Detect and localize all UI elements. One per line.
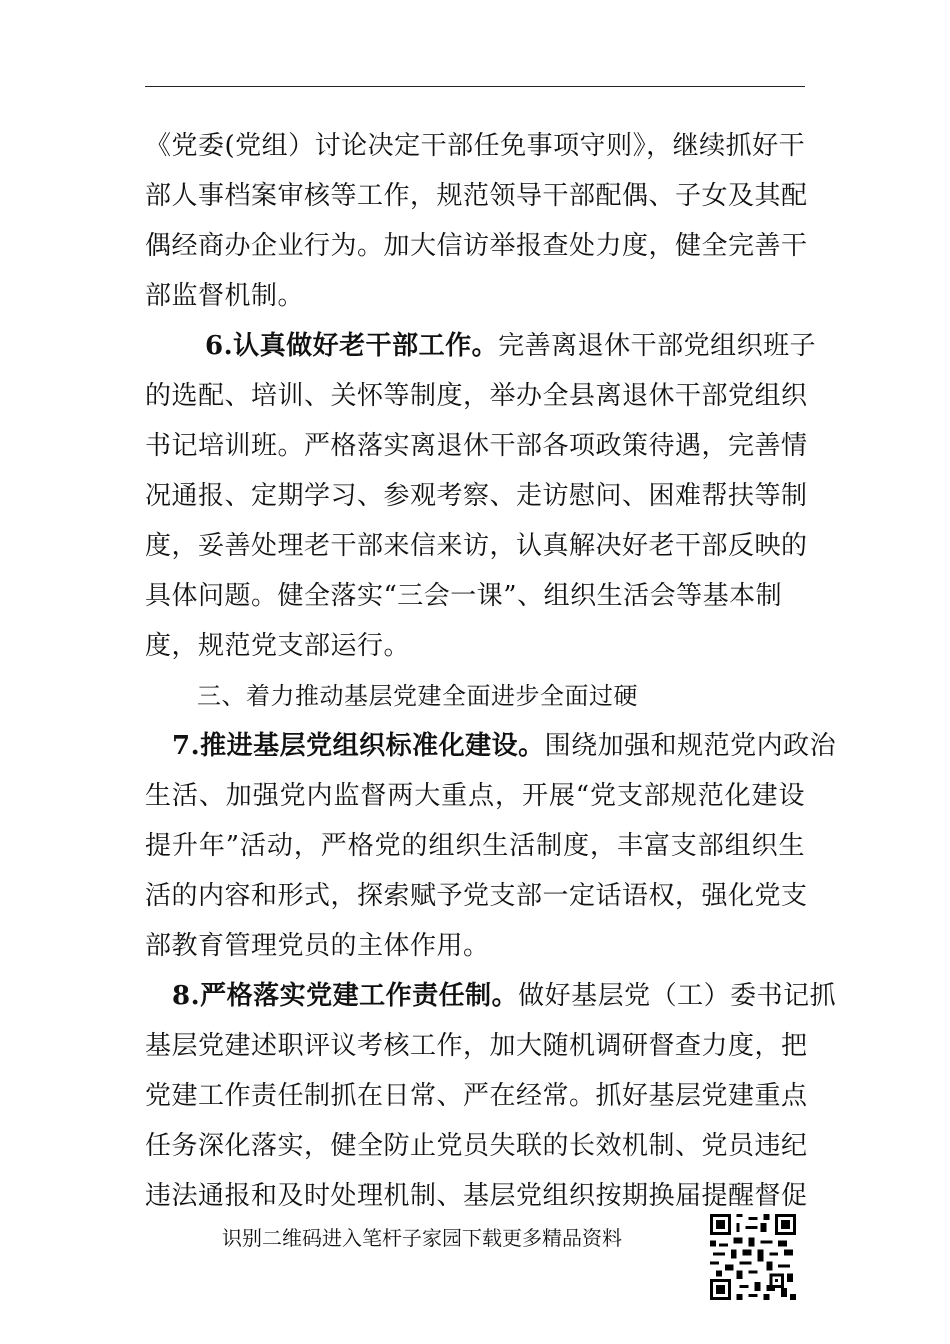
text-line: 完善离退休干部党组织班子	[498, 331, 817, 361]
section-heading-3: 三、着力推动基层党建全面进步全面过硬	[197, 682, 638, 710]
paragraph-7	[172, 726, 836, 766]
footer-promo-text: 识别二维码进入笔杆子家园下载更多精品资料	[222, 1226, 622, 1250]
text-line: 《党委(党组）讨论决定干部任免事项守则》，继续抓好干	[145, 131, 806, 161]
text-line: 党建工作责任制抓在日常、严在经常。抓好基层党建重点	[145, 1081, 808, 1111]
paragraph-6	[205, 326, 816, 366]
item-heading-6: 6.认真做好老干部工作。	[205, 331, 499, 361]
text-line: 活的内容和形式，探索赋予党支部一定话语权，强化党支	[145, 881, 808, 911]
text-line: 度，妥善处理老干部来信来访，认真解决好老干部反映的	[145, 531, 808, 561]
text-line: 基层党建述职评议考核工作，加大随机调研督查力度，把	[145, 1031, 808, 1061]
text-line: 部教育管理党员的主体作用。	[145, 931, 490, 961]
text-line: 的选配、培训、关怀等制度，举办全县离退休干部党组织	[145, 381, 808, 411]
text-line: 具体问题。健全落实“三会一课”、组织生活会等基本制	[145, 581, 783, 611]
text-line: 任务深化落实，健全防止党员失联的长效机制、党员违纪	[145, 1131, 808, 1161]
text-line: 部监督机制。	[145, 281, 305, 311]
text-line: 书记培训班。严格落实离退休干部各项政策待遇，完善情	[145, 431, 808, 461]
text-line: 况通报、定期学习、参观考察、走访慰问、困难帮扶等制	[145, 481, 808, 511]
text-line: 提升年”活动，严格党的组织生活制度，丰富支部组织生	[145, 831, 805, 861]
text-line: 做好基层党（工）委书记抓	[518, 981, 837, 1011]
qr-code-icon[interactable]	[710, 1214, 796, 1300]
text-line: 生活、加强党内监督两大重点，开展“党支部规范化建设	[145, 781, 805, 811]
text-line: 围绕加强和规范党内政治	[544, 731, 837, 761]
header-rule	[145, 86, 805, 87]
text-line: 违法通报和及时处理机制、基层党组织按期换届提醒督促	[145, 1181, 808, 1211]
text-line: 部人事档案审核等工作，规范领导干部配偶、子女及其配	[145, 181, 808, 211]
paragraph-8	[172, 976, 836, 1016]
text-line: 偶经商办企业行为。加大信访举报查处力度，健全完善干	[145, 231, 808, 261]
item-heading-8: 8.严格落实党建工作责任制。	[172, 981, 519, 1011]
text-line: 度，规范党支部运行。	[145, 631, 411, 661]
item-heading-7: 7.推进基层党组织标准化建设。	[172, 731, 545, 761]
